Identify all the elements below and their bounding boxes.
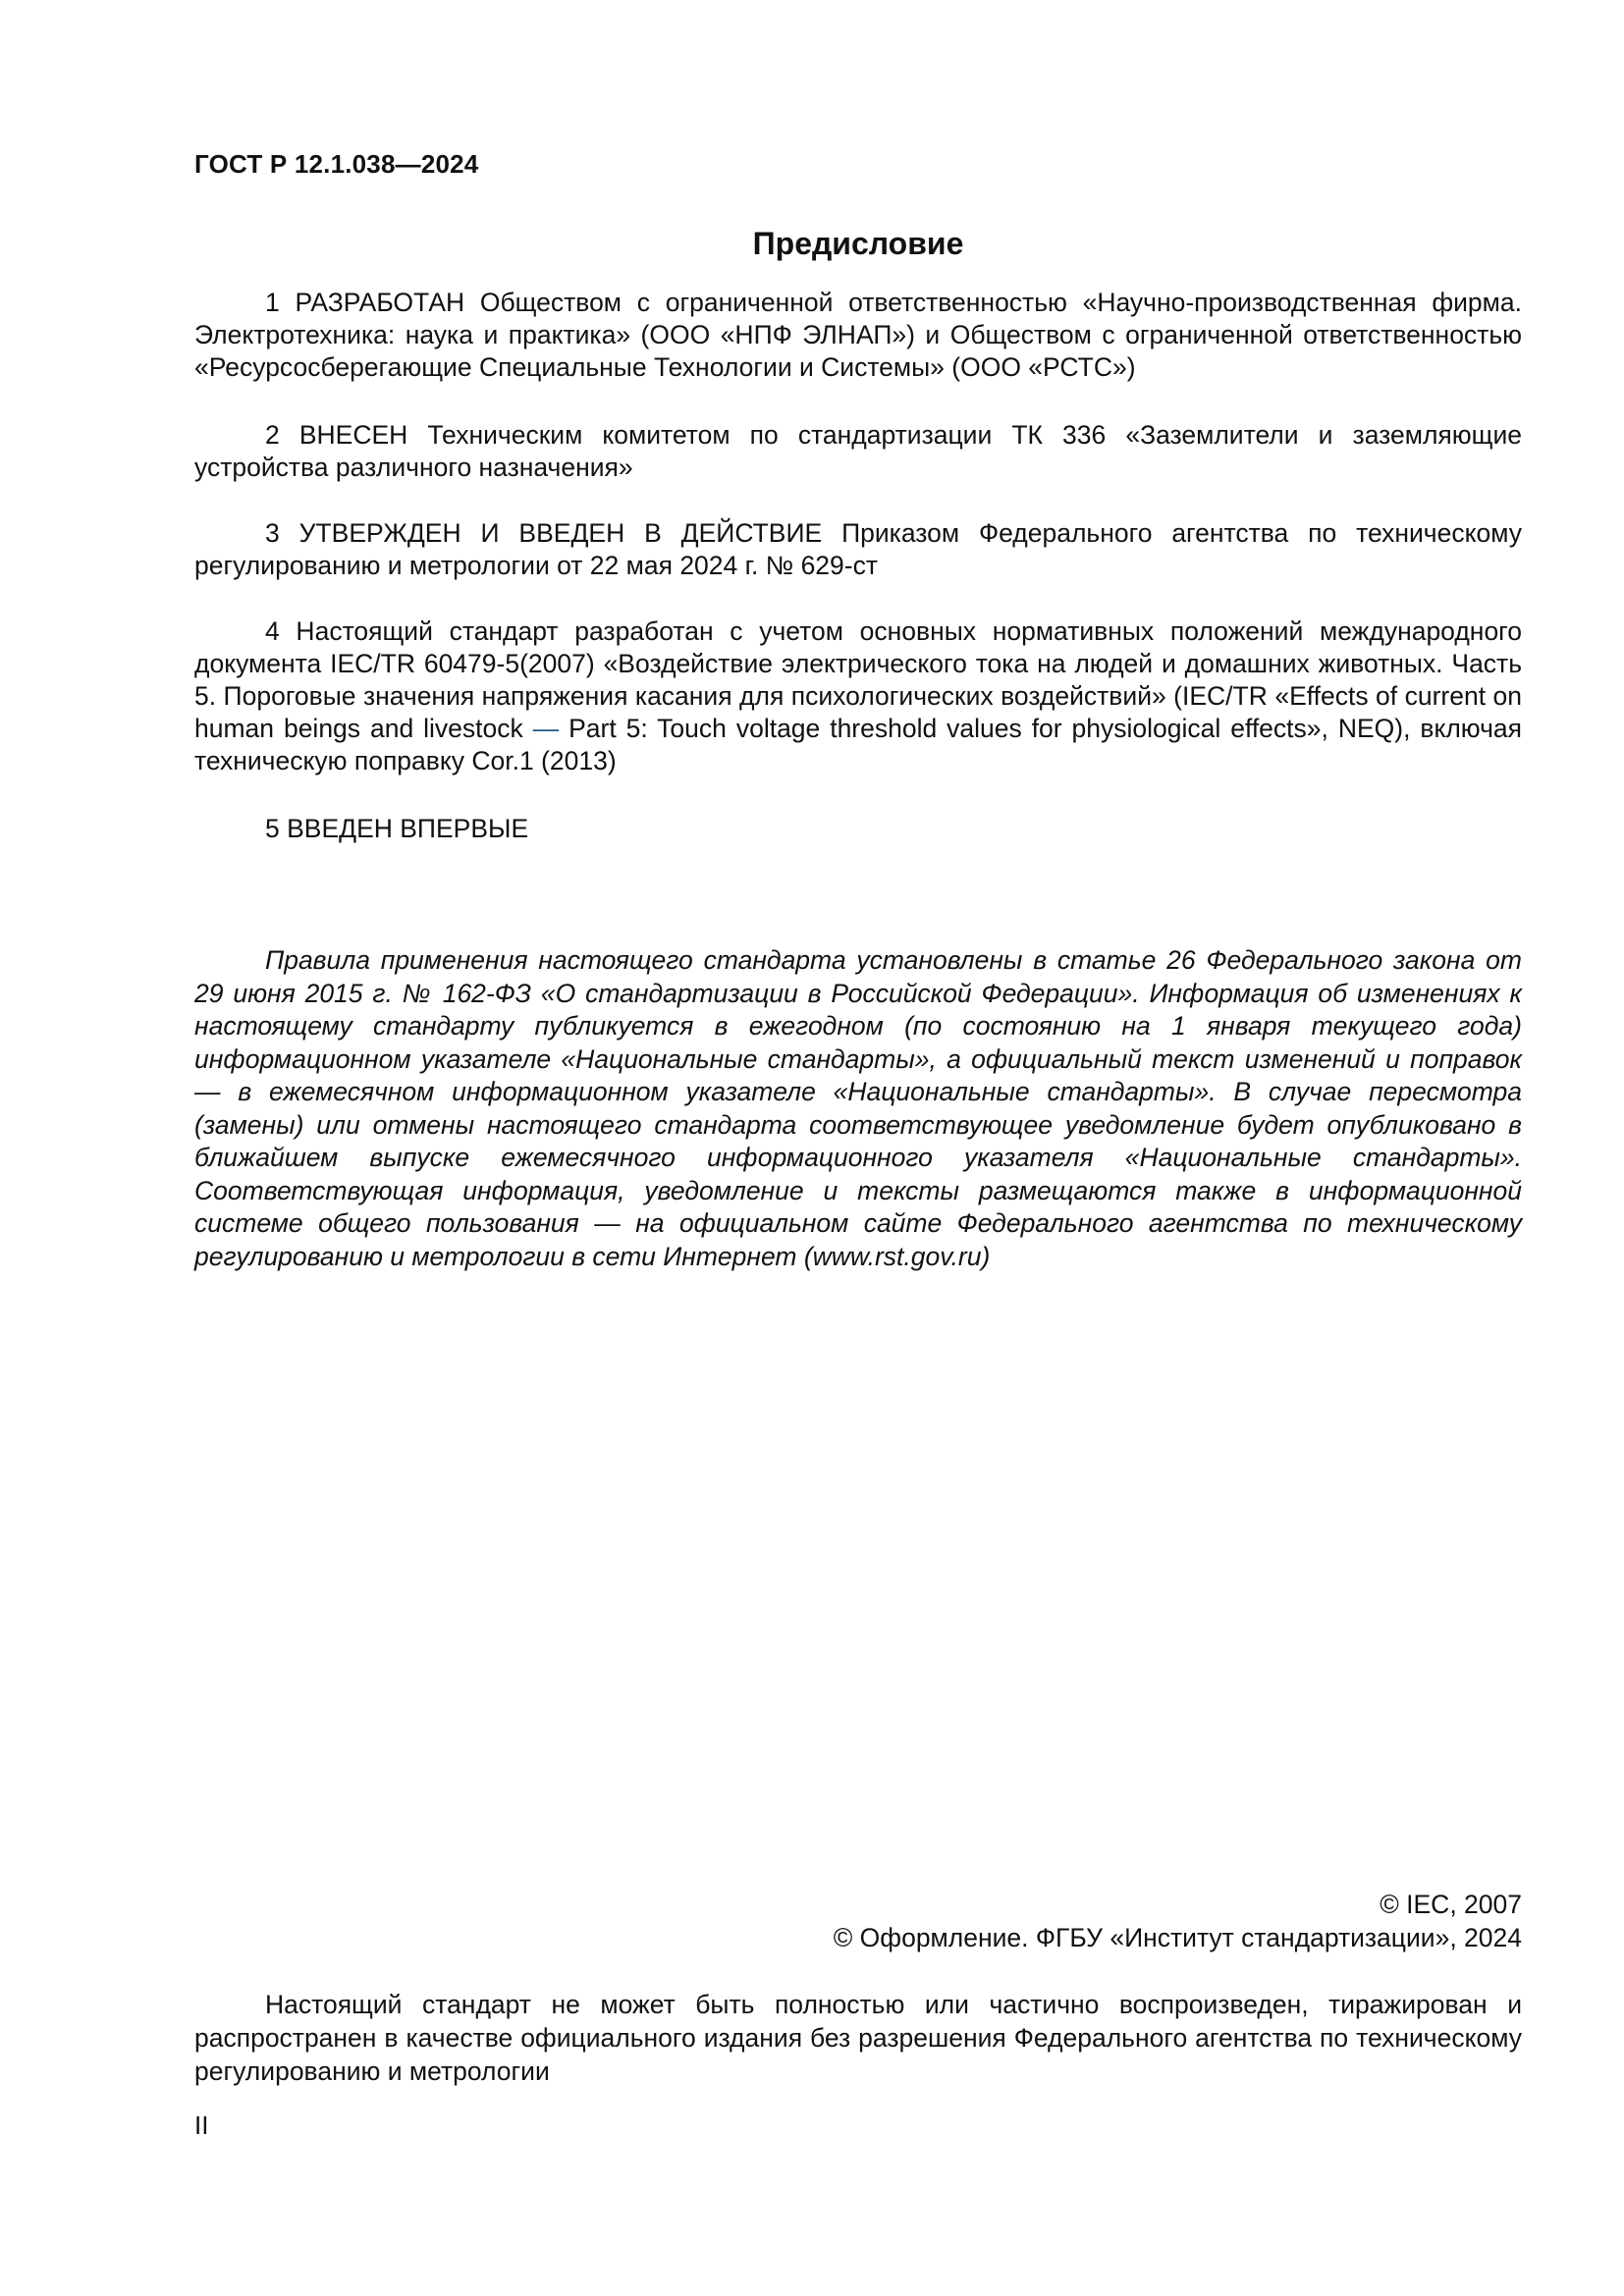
preface-item-4-text-start: 4 Настоящий стандарт разработан с учетом основных нормативных положений международного документа IEC/TR 60479-5(2007) «Воздействие электрического тока на людей и домашних животных. Часть 5. Пороговые значения напряжения касания для психологических воздействий» (IEC/TR «Effects of current on human beings and livestock [194, 616, 1522, 743]
preface-item-4-dash: — [532, 714, 560, 743]
copyright-iec: © IEC, 2007 [1380, 1890, 1522, 1919]
preface-title: Предисловие [752, 226, 964, 261]
preface-item-1: 1 РАЗРАБОТАН Обществом с ограниченной ответственностью «Научно-производственная фирма. Электротехника: наука и практика» (ООО «НПФ ЭЛНАП») и Обществом с ограниченной ответственностью «Ресурсосберегающие Специальные Технологии и Системы» (ООО «РСТС») [194, 288, 1522, 382]
copyright-block [834, 1888, 1522, 1954]
document-page [194, 0, 1522, 2296]
preface-item-4-text-end: Part 5: Touch voltage threshold values for physiological effects», NEQ), включая техническую поправку Cor.1 (2013) [194, 714, 1522, 775]
preface-item-5: 5 ВВЕДЕН ВПЕРВЫЕ [265, 814, 529, 843]
preface-item-4 [194, 615, 1522, 777]
copyright-design: © Оформление. ФГБУ «Институт стандартизации», 2024 [833, 1923, 1522, 1952]
legal-notice: Правила применения настоящего стандарта установлены в статье 26 Федерального закона от 29 июня 2015 г. № 162-ФЗ «О стандартизации в Российской Федерации». Информация об изменениях к настоящему стандарту публикуется в ежегодном (по состоянию на 1 января текущего года) информационном указателе «Национальные стандарты», а официальный текст изменений и поправок — в ежемесячном информационном указателе «Национальные стандарты». В случае пересмотра (замены) или отмены настоящего стандарта соответствующее уведомление будет опубликовано в ближайшем выпуске ежемесячного информационного указателя «Национальные стандарты». Соответствующая информация, уведомление и тексты размещаются также в информационной системе общего пользования — на официальном сайте Федерального агентства по техническому регулированию и метрологии в сети Интернет (www.rst.gov.ru) [194, 945, 1522, 1271]
page-number: II [194, 2110, 209, 2140]
preface-item-3: 3 УТВЕРЖДЕН И ВВЕДЕН В ДЕЙСТВИЕ Приказом Федерального агентства по техническому регулированию и метрологии от 22 мая 2024 г. № 629-ст [194, 518, 1522, 580]
reprint-notice: Настоящий стандарт не может быть полностью или частично воспроизведен, тиражирован и распространен в качестве официального издания без разрешения Федерального агентства по техническому регулированию и метрологии [194, 1990, 1522, 2086]
preface-item-2: 2 ВНЕСЕН Техническим комитетом по стандартизации ТК 336 «Заземлители и заземляющие устройства различного назначения» [194, 420, 1522, 482]
document-header: ГОСТ Р 12.1.038—2024 [194, 149, 479, 179]
